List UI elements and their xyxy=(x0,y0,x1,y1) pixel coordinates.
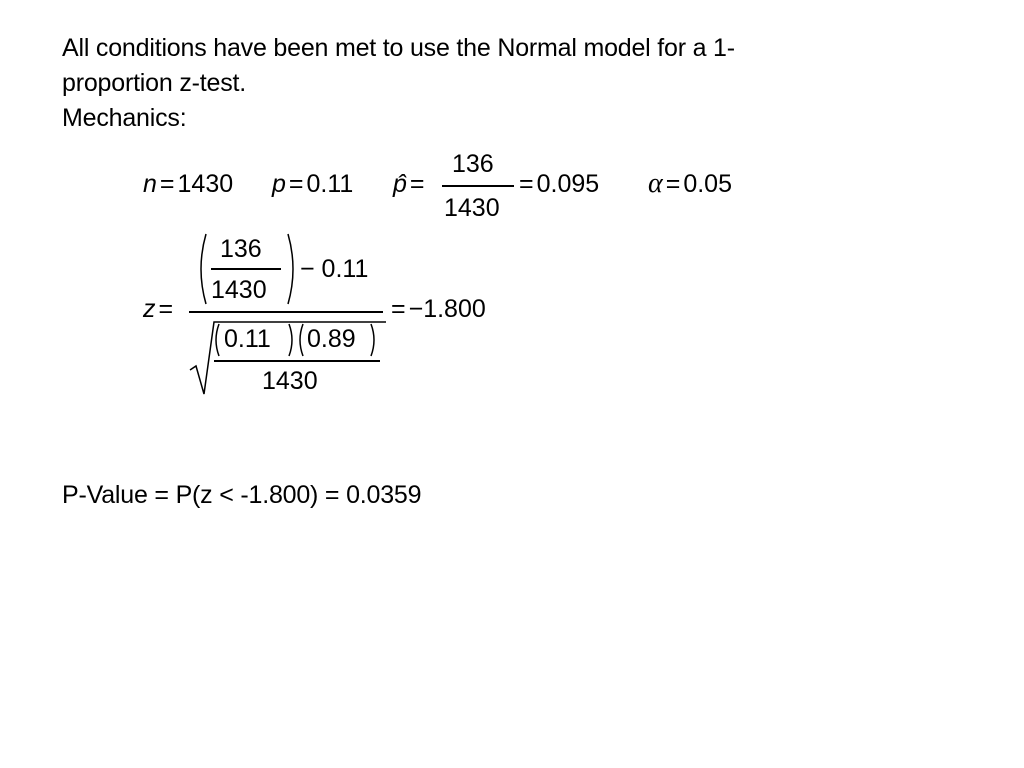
mechanics-heading: Mechanics: xyxy=(62,104,187,132)
sqrt-fraction-bar xyxy=(214,360,380,362)
p-equation xyxy=(272,170,353,199)
phat-numerator: 136 xyxy=(452,150,494,178)
phat-equation-left xyxy=(393,170,428,199)
inner-denominator: 1430 xyxy=(211,276,267,304)
intro-line-1: All conditions have been met to use the Normal model for a 1- xyxy=(62,34,735,62)
sqrt-denominator: 1430 xyxy=(262,367,318,395)
p-variable: p xyxy=(272,170,286,198)
alpha-variable: α xyxy=(648,168,663,199)
alpha-equation xyxy=(648,168,732,200)
inner-numerator: 136 xyxy=(220,235,262,263)
z-result xyxy=(388,295,486,324)
n-value: 1430 xyxy=(177,170,234,198)
equals-sign: = xyxy=(159,170,175,198)
p-value-line: P-Value = P(z < -1.800) = 0.0359 xyxy=(62,481,422,509)
equals-sign: = xyxy=(158,295,174,323)
z-fraction-bar xyxy=(189,311,383,313)
phat-variable: p̂ xyxy=(393,170,407,198)
z-value: −1.800 xyxy=(408,295,486,323)
equals-sign: = xyxy=(519,170,534,198)
intro-text xyxy=(62,31,942,136)
p-value: 0.11 xyxy=(306,170,354,198)
phat-equation-right xyxy=(516,170,599,199)
z-lhs xyxy=(143,295,176,324)
alpha-value: 0.05 xyxy=(683,170,732,198)
inner-fraction-bar xyxy=(211,268,281,270)
sqrt-p-value: 0.11 xyxy=(224,325,271,353)
phat-denominator: 1430 xyxy=(444,194,500,222)
equals-sign: = xyxy=(391,295,406,323)
n-equation xyxy=(143,170,233,199)
equals-sign: = xyxy=(665,170,681,198)
phat-fraction-bar xyxy=(442,185,514,187)
sqrt-q-value: 0.89 xyxy=(307,325,356,353)
n-variable: n xyxy=(143,170,157,198)
minus-p-term: − 0.11 xyxy=(300,255,369,283)
intro-line-2: proportion z-test. xyxy=(62,69,246,97)
z-variable: z xyxy=(143,295,156,323)
equals-sign: = xyxy=(288,170,304,198)
equals-sign: = xyxy=(409,170,425,198)
phat-value: 0.095 xyxy=(536,170,600,198)
